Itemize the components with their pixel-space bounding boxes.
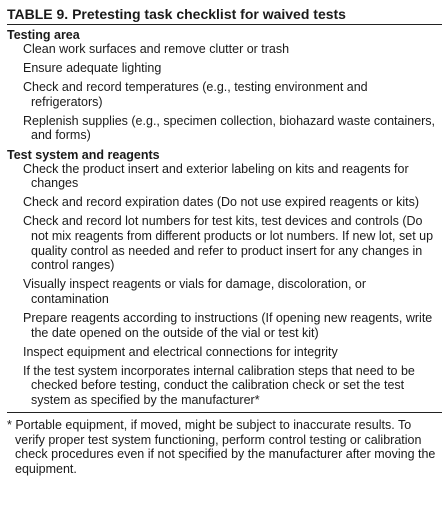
section-testing-area bbox=[7, 28, 442, 143]
checklist-item: Clean work surfaces and remove clutter or trash bbox=[23, 42, 290, 56]
checklist-item: Check and record temperatures (e.g., testing environment and refrigerators) bbox=[23, 80, 368, 109]
checklist-item: Check the product insert and exterior labeling on kits and reagents for changes bbox=[23, 161, 409, 191]
checklist-item: Inspect equipment and electrical connections for integrity bbox=[23, 344, 338, 359]
checklist-item: Replenish supplies (e.g., specimen collection, biohazard waste containers, and forms) bbox=[23, 113, 436, 143]
table-title: TABLE 9. Pretesting task checklist for waived tests bbox=[7, 6, 442, 25]
checklist-item: Prepare reagents according to instructions (If opening new reagents, write the date opened on the outside of the vial or test kit) bbox=[23, 310, 433, 340]
footnote-divider bbox=[7, 412, 442, 413]
section-heading: Test system and reagents bbox=[7, 147, 160, 162]
footnote: * Portable equipment, if moved, might be subject to inaccurate results. To verify proper test system functioning, perform control testing or calibration check procedures even if not specified by the manufacturer after moving the equipment. bbox=[7, 417, 436, 476]
checklist-item: Visually inspect reagents or vials for damage, discoloration, or contamination bbox=[23, 277, 366, 306]
section-test-system bbox=[7, 148, 442, 408]
section-heading: Testing area bbox=[7, 28, 80, 42]
checklist-item: Check and record lot numbers for test kits, test devices and controls (Do not mix reagents from different products or lot numbers. If new lot, set up quality control as needed and refer to product insert for any changes in control ranges) bbox=[23, 214, 434, 273]
checklist-item: If the test system incorporates internal calibration steps that need to be checked before testing, conduct the calibration check or set the test system as specified by the manufacturer* bbox=[23, 363, 415, 407]
checklist-item: Check and record expiration dates (Do not use expired reagents or kits) bbox=[23, 195, 420, 210]
checklist-item: Ensure adequate lighting bbox=[23, 61, 162, 76]
